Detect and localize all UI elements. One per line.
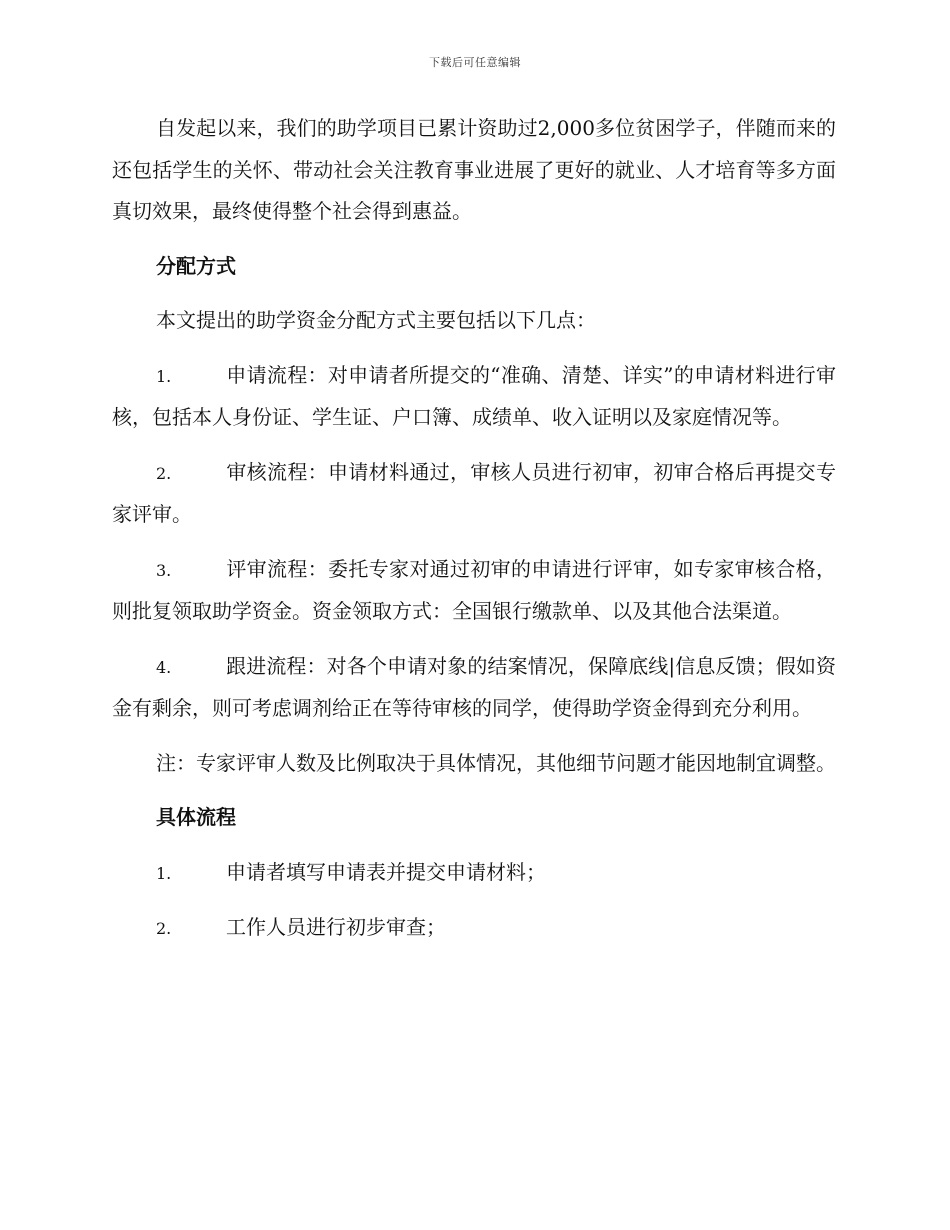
section-heading-process: 具体流程 [156,805,236,829]
list-item [112,852,836,895]
list-item-number: 4. [156,657,172,677]
list-item [112,452,836,536]
page-header: 下载后可任意编辑 [429,56,521,69]
list-item [112,907,836,950]
list-item-number: 2. [156,463,172,483]
note-paragraph: 注：专家评审人数及比例取决于具体情况，其他细节问题才能因地制宜调整。 [156,750,836,775]
intro-paragraph: 自发起以来，我们的助学项目已累计资助过2,000多位贫困学子，伴随而来的还包括学生的关怀、带动社会关注教育事业进展了更好的就业、人才培育等多方面真切效果，最终使得整个社会得到惠益。 [112,116,836,223]
list-item [112,549,836,633]
list-item-text: 申请者填写申请表并提交申请材料； [226,859,546,884]
list-item-number: 1. [156,863,172,883]
allocation-lead-paragraph: 本文提出的助学资金分配方式主要包括以下几点： [156,308,596,332]
document-body [112,108,836,963]
list-item-text: 评审流程：委托专家对通过初审的申请进行评审，如专家审核合格，则批复领取助学资金。资金领取方式：全国银行缴款单、以及其他合法渠道。 [112,556,836,623]
list-item-number: 3. [156,560,172,580]
list-item-number: 2. [156,919,172,938]
section-heading-allocation: 分配方式 [156,253,236,278]
list-item-text: 申请流程：对申请者所提交的“准确、清楚、详实”的申请材料进行审核，包括本人身份证、学生证、户口簿、成绩单、收入证明以及家庭情况等。 [112,362,836,429]
list-item-text: 跟进流程：对各个申请对象的结案情况，保障底线|信息反馈；假如资金有剩余，则可考虑调剂给正在等待审核的同学，使得助学资金得到充分利用。 [112,653,836,720]
list-item-number: 1. [156,366,172,386]
list-item [112,355,836,439]
list-item-text: 工作人员进行初步审查； [226,915,446,939]
list-item-text: 审核流程：申请材料通过，审核人员进行初审，初审合格后再提交专家评审。 [112,459,836,526]
list-item [112,646,836,730]
